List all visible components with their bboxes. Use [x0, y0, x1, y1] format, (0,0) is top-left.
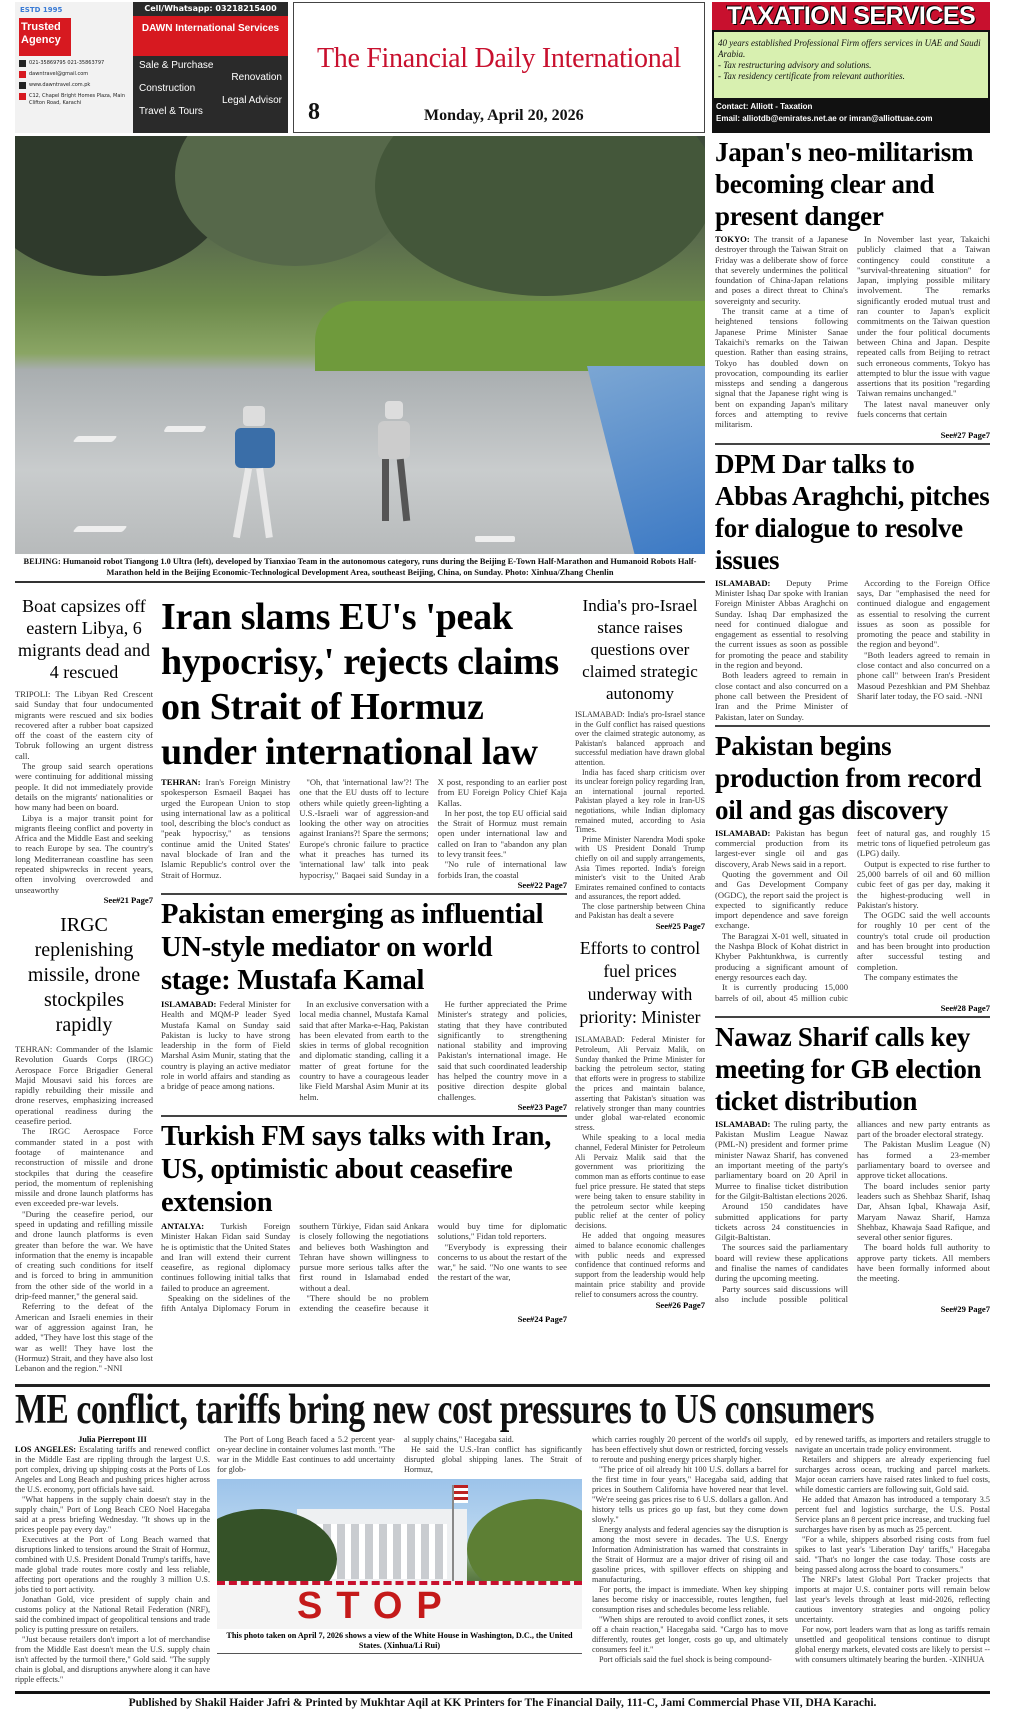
article-body — [161, 777, 567, 880]
paragraph-text: The board includes senior party leaders such as Shehbaz Sharif, Ishaq Dar, Ahsan Iqbal, Khawaja Asif, Maryam Nawaz Sharif, Hamza Shehbaz, Khawaja Saad Rafique, and several other senior figures. — [857, 1180, 990, 1243]
bottom-col-2 — [217, 1435, 395, 1475]
paragraph — [438, 1242, 567, 1283]
paragraph: "The price of oil already hit 100 U.S. dollars a barrel for the first time in four years," Hacegaba said, adding that prices in Southern California have hovered near that level. "We're seeing gas prices rise to 6 U.S. dollars a gallon. And history tells us prices go up fast, but they come down slowly." — [592, 1465, 788, 1525]
ad-trusted-agency: Trusted Agency — [19, 18, 71, 56]
paragraph: Port officials said the fuel shock is being compound- — [599, 1655, 772, 1665]
paragraph: The NRF's latest Global Port Tracker projects that imports at major U.S. container ports will remain below last year's levels through at least mid-2026, reflecting cautious inventory strategies and ongoing policy uncertainty. — [795, 1575, 990, 1625]
paragraph — [161, 999, 290, 1092]
paragraph-text: Prime Minister Narendra Modi spoke with US President Donald Trump chiefly on oil and supply arrangements, Asia Times reported. India's foreign minister's visit to the United Arab Emirates remained confined to contacts and assurances, the report added. — [575, 834, 705, 902]
paragraph-text: Pakistan has begun commercial production from its largest-ever single oil and gas discovery, Arab News said in a report. — [715, 827, 848, 869]
paragraph — [857, 1181, 990, 1243]
ad-service: Construction — [139, 83, 196, 94]
paragraph — [715, 1242, 848, 1283]
continuation: See#29 Page7 — [940, 1304, 990, 1315]
ad-line: - Tax restructuring advisory and solutions. — [718, 60, 872, 70]
issue-date: Monday, April 20, 2026 — [424, 107, 584, 124]
paragraph-text: The Pakistan Muslim League (N) has formed a 23-member parliamentary board to oversee and approve ticket allocations. — [857, 1139, 990, 1181]
byline: Julia Pierrepont III — [78, 1435, 147, 1445]
paragraph-text: Deputy Prime Minister Ishaq Dar spoke with Iranian Foreign Minister Abbas Araghchi on Sunday. Ishaq Dar emphasized the need for continued dialogue and engagement as essential to resolving the current issues as soon as possible for promoting the peace and stability in the region and beyond. — [715, 577, 848, 671]
stop-sign-text: STOP — [297, 1585, 456, 1628]
paragraph: Retailers and shippers are already experiencing fuel surcharges across ocean, trucking and parcel markets. Major ocean carriers have raised rates linked to fuel costs, while domestic carriers are following suit, Gold said. — [795, 1455, 990, 1495]
dateline: TRIPOLI: — [15, 689, 51, 699]
paragraph-text: The group said search operations were continuing for additional missing people. It did not immediately provide details on the migrants' nationalities or how many had been on board. — [15, 761, 153, 813]
advert-dawn-international — [15, 2, 288, 133]
paragraph-text: India's pro-Israel stance in the Gulf conflict has raised questions over the claimed strategic autonomy, as Pakistan's balanced approach and successful mediation have drawn global attention. — [575, 710, 706, 767]
lower-columns — [15, 595, 705, 1376]
paragraph — [715, 869, 848, 931]
paragraph-text: The company estimates the — [864, 971, 958, 982]
article-body — [715, 1119, 990, 1304]
continuation: See#24 Page7 — [517, 1313, 567, 1324]
paragraph-text: "Both leaders agreed to remain in close contact and also concurred on a phone call" between Iran's President Masoud Pezeshkian and PM Shehbaz Sharif later today, the FO said. -NNI — [857, 649, 990, 701]
bottom-article — [15, 1384, 990, 1685]
paragraph — [857, 1242, 990, 1283]
page-number: 8 — [308, 99, 320, 125]
paragraph-text: The IRGC Aerospace Force commander stated in a post with footage of maintenance and reconstruction of missile and drone stockpiles that during the ceasefire period, the momentum of replenishing missile and drone launch platforms has even exceeded pre-war levels. — [15, 1126, 153, 1209]
article-iran-eu — [161, 595, 567, 890]
article-body — [715, 578, 990, 722]
paragraph — [15, 1044, 153, 1126]
paragraph-text: "No rule of international law forbids Iran, the coastal — [437, 859, 567, 880]
article-body — [715, 234, 990, 430]
upper-section — [15, 136, 990, 1376]
paragraph-text: He further appreciated the Prime Minister's strategy and policies, stating that they have contributed significantly to strengthening national stability and improving Pakistan's international image. He said that such coordinated leadership has helped the country move in a positive direction despite global challenges. — [437, 998, 567, 1102]
ad-service: Renovation — [231, 71, 282, 83]
article-body — [715, 828, 990, 1003]
ad-line: 40 years established Professional Firm offers services in UAE and Saudi Arabia. — [718, 38, 981, 59]
dateline: ISLAMABAD: — [715, 827, 771, 838]
headline: DPM Dar talks to Abbas Araghchi, pitches for dialogue to resolve issues — [715, 448, 990, 575]
email-icon-line: dawntravel@gmail.com — [19, 71, 129, 78]
ad-line: - Tax residency certificate from relevant authorities. — [718, 71, 905, 81]
continuation: See#28 Page7 — [940, 1002, 990, 1013]
paragraph-text: Commander of the Islamic Revolution Guards Corps (IRGC) Aerospace Force Brigadier General Majid Mousavi said his forces are rapidly rebuilding their missile and drone reserves, emphasizing increased operational readiness during the ceasefire period. — [15, 1043, 153, 1127]
article-japan — [715, 136, 990, 440]
paragraph-text: The sources said the parliamentary board will review these applications and finalise the names of candidates during the upcoming meeting. — [715, 1242, 848, 1284]
middle-column — [161, 595, 567, 1327]
dateline: TOKYO: — [715, 234, 750, 244]
continuation: See#27 Page7 — [940, 429, 990, 440]
paragraph — [438, 859, 567, 880]
dateline: ISLAMABAD: — [715, 1118, 771, 1129]
ad-service: Legal Advisor — [221, 94, 282, 106]
paragraph-text: Libya is a major transit point for migrants fleeing conflict and poverty in Africa and the Middle East and seeking to reach Europe by sea. The country's long Mediterranean coastline has seen repeated shipwrecks in recent years, often involving overcrowded and unseaworthy — [15, 812, 153, 895]
continuation: See#23 Page7 — [517, 1101, 567, 1112]
paragraph-text: It is currently producing 15,000 barrels of oil, about 45 million cubic feet of natural gas, and roughly 15 metric tons of liquefied petroleum gas (LPG) daily. — [715, 827, 990, 1003]
bottom-col-5 — [795, 1435, 990, 1665]
white-house-photo — [217, 1479, 582, 1654]
paragraph — [857, 234, 990, 399]
paragraph-text: The latest naval maneuver only fuels concerns that certain — [857, 398, 990, 420]
paragraph — [575, 1231, 705, 1300]
left-block — [15, 136, 705, 1376]
phone-icon-line: 021-35869795 021-35863797 — [19, 60, 129, 67]
headline: IRGC replenishing missile, drone stockpiles rapidly — [27, 913, 141, 1036]
ad-contacts — [19, 60, 129, 111]
article-body — [15, 1044, 153, 1374]
paragraph-text: The transit of a Japanese destroyer through the Taiwan Strait on Friday was a deliberate show of force that severely undermines the political foundation of China-Japan relations and poses a direct threat to China's sovereignty and security. — [715, 234, 848, 306]
newspaper-name: The Financial Daily International — [316, 43, 682, 74]
paragraph — [857, 859, 990, 910]
paragraph-text: The Baragzai X-01 well, situated in the Nashpa Block of Kohat district in Khyber Pakhtunkhwa, is currently producing a significant amount of energy resources each day. — [715, 930, 848, 982]
paragraph — [715, 234, 848, 306]
dateline: ISLAMABAD: — [715, 577, 771, 588]
continuation: See#26 Page7 — [655, 1299, 705, 1310]
page-header — [0, 0, 1027, 136]
article-body — [575, 710, 705, 921]
paragraph-text: "Everybody is expressing their concerns to us about the restart of the war," he said. "No one wants to see the restart of the war, — [437, 1241, 567, 1283]
paragraph-text: He added that ongoing measures aimed to balance economic challenges with public needs and expressed confidence that continued reforms and support from the leadership would help maintain price stability and provide relief to consumers across the country. — [575, 1231, 705, 1299]
paragraph: "When ships are rerouted to avoid conflict zones, it sets off a chain reaction," Hacegaba said. "Cargo has to move differently, routes get longer, costs go up, and ultimately consumers feel it." — [592, 1615, 788, 1655]
paragraph: ed by renewed tariffs, as importers and retailers struggle to navigate an uncertain trade policy environment. — [795, 1435, 990, 1455]
paragraph: Jonathan Gold, vice president of supply chain and customs policy at the National Retail Federation (NRF), said the combined impact of geopolitical tensions and trade policy is putting pressure on retailers. — [15, 1595, 210, 1635]
photo-caption: BEIJING: Humanoid robot Tiangong 1.0 Ultra (left), developed by Tianxiao Team in the autonomous category, runs during the Beijing E-Town Half-Marathon and Humanoid Robots Half-Marathon held in the Beijing Economic-Technological Development Area, southeast Beijing, China, on Sunday. Photo: Xinhua/Zhang Chenlin — [15, 554, 705, 583]
paragraph: "What happens in the supply chain doesn't stay in the supply chain," Port of Long Beach CEO Noel Hacegaba said at a press briefing Wednesday. "It shows up in the prices people pay every day." — [15, 1495, 210, 1535]
paragraph-text: Quoting the government and Oil and Gas Development Company (OGDC), the report said the project is expected to significantly reduce import dependence and save foreign exchange. — [715, 868, 848, 931]
dateline: ISLAMABAD: — [161, 998, 217, 1009]
ad-service: Travel & Tours — [139, 106, 203, 117]
paragraph: He said the U.S.-Iran conflict has significantly disrupted global shipping lanes. The Strait of Hormuz, — [404, 1445, 582, 1475]
paragraph-text: The OGDC said the well accounts for roughly 10 per cent of the country's total crude oil production and has been brought into production after successful testing and completion. — [857, 910, 990, 972]
paragraph — [857, 1139, 990, 1180]
paragraph: For now, port leaders warn that as long as tariffs remain unsettled and geopolitical tensions continue to disrupt global energy markets, elevated costs are likely to persist -- with consumers ultimately bearing the burden. -XINHUA — [795, 1625, 990, 1665]
paragraph — [15, 813, 153, 895]
paragraph-text: "During the ceasefire period, our speed in updating and refilling missile and drone launch platforms is even greater than before the war. We have information that the enemy is incapable of creating such conditions for itself and is forced to bring in ammunition from the other side of the world in a drip-feed manner," the general said. — [15, 1208, 153, 1302]
paragraph-text: The board holds full authority to approve party tickets. All members have been formally informed about the meeting. — [857, 1242, 990, 1284]
article-fuel-prices — [575, 937, 705, 1310]
paragraph — [15, 1126, 153, 1208]
paragraph — [575, 902, 705, 921]
imprint-footer: Published by Shakil Haider Jafri & Printed by Mukhtar Aqil at KK Printers for The Financial Daily, 111-C, Jami Commercial Phase VII, DHA Karachi. — [15, 1691, 990, 1709]
headline: Pakistan emerging as influential UN-style mediator on world stage: Mustafa Kamal — [161, 898, 544, 996]
paragraph-text: India has faced sharp criticism over its unclear foreign policy regarding Iran, an international journal reported. Pakistan played a key role in Iran-US negotiations, while Indian diplomacy remained muted, according to Asia Times. — [575, 767, 705, 835]
ad-service: Sale & Purchase — [139, 60, 214, 71]
paragraph: Escalating tariffs and renewed conflict in the Middle East are rippling through the largest U.S. port complex, driving up shipping costs at the Ports of Los Angeles and Long Beach and pushing prices higher across the U.S. economy, port officials have said. — [15, 1445, 211, 1495]
paragraph — [715, 1119, 848, 1201]
masthead — [293, 2, 705, 133]
paragraph — [857, 972, 990, 982]
paragraph — [575, 835, 705, 902]
ad-contact-name: Contact: Alliott - Taxation — [716, 102, 813, 111]
article-oil-gas-discovery — [715, 730, 990, 1013]
article-india-stance — [575, 595, 705, 931]
article-body — [575, 1035, 705, 1300]
article-turkish-fm — [161, 1120, 567, 1324]
advert-taxation-services — [712, 2, 990, 133]
paragraph — [715, 828, 848, 869]
ad-cell: Cell/Whatsapp: 03218215400 — [133, 2, 288, 16]
ad-body — [714, 32, 988, 98]
bottom-middle — [217, 1435, 582, 1654]
dateline: TEHRAN: — [161, 777, 201, 787]
headline: Iran slams EU's 'peak hypocrisy,' rejects claims on Strait of Hormuz under international law — [161, 596, 559, 773]
paragraph — [575, 768, 705, 835]
headline: Efforts to control fuel prices underway with priority: Minister — [579, 938, 701, 1028]
dateline: LOS ANGELES: — [15, 1445, 76, 1455]
paragraph-text: Around 150 candidates have submitted applications for party tickets across 24 constituencies in Gilgit-Baltistan. — [715, 1201, 848, 1243]
paragraph — [857, 399, 990, 420]
india-column — [575, 595, 705, 1313]
ad-email: Email: alliotdb@emirates.net.ae or imran@alliottuae.com — [716, 114, 933, 123]
ad-contact — [712, 98, 990, 128]
paragraph — [15, 761, 153, 812]
left-column — [15, 595, 153, 1376]
paragraph-text: The close partnership between China and Pakistan has dealt a severe — [575, 901, 705, 921]
paragraph — [857, 650, 990, 701]
paragraph: He added that Amazon has introduced a temporary 3.5 percent fuel and logistics surcharge, the U.S. Postal Service plans an 8 percent price increase, and trucking fuel surcharges have risen by as much as 25 percent. — [795, 1495, 990, 1535]
paragraph-text: "Oh, that 'international law'?! The one that the EU dusts off to lecture others while quietly green-lighting a U.S.-Israeli war of aggression-and looking the other way on atrocities against Iranians?! Spare the sermons; Europe's chronic failure to practice what it preaches has turned its 'international law' talk into peak hypocrisy," Baqaei said Sunday in a X post, responding to an earlier post from EU Foreign Policy Chief Kaja Kallas. — [299, 777, 567, 880]
headline: Turkish FM says talks with Iran, US, optimistic about ceasefire extension — [161, 1120, 552, 1218]
ad-estd: ESTD 1995 — [20, 6, 63, 14]
article-body — [15, 689, 153, 895]
headline: Boat capsizes off eastern Libya, 6 migrants dead and 4 rescued — [18, 596, 150, 682]
dateline: ANTALYA: — [161, 1220, 205, 1231]
paragraph — [715, 670, 848, 721]
paragraph: Energy analysts and federal agencies say the disruption is among the most severe in decades. The U.S. Energy Information Administration has warned that constraints in the Strait of Hormuz are a major driver of rising oil and gasoline prices, with spillover effects on shipping and manufacturing. — [592, 1525, 788, 1585]
paragraph: "Just because retailers don't import a lot of merchandise from the Middle East doesn't mean the U.S. supply chain isn't affected by the turmoil there," Gold said. "The supply chain is global, and disruptions anywhere along it can have ripple effects." — [15, 1635, 210, 1685]
ad-company: DAWN International Services — [133, 16, 288, 56]
ad-services — [139, 60, 282, 118]
paragraph-text: Output is expected to rise further to 25,000 barrels of oil and 60 million cubic feet of gas per day, making it the highest-producing well in Pakistan's history. — [857, 858, 990, 910]
paragraph — [15, 689, 153, 761]
article-irgc — [15, 913, 153, 1374]
paragraph — [715, 306, 848, 430]
dateline: TEHRAN: — [15, 1043, 53, 1054]
bottom-columns — [15, 1435, 990, 1685]
paragraph — [438, 999, 567, 1102]
photo-caption: This photo taken on April 7, 2026 shows a view of the White House in Washington, D.C., the United States. (Xinhua/Li Rui) — [217, 1629, 582, 1654]
paragraph: Executives at the Port of Long Beach warned that disruptions linked to tensions around the Strait of Hormuz, combined with U.S. President Donald Trump's tariffs, have made global trade routes more costly and less reliable, affecting port operations and the roughly 3 million U.S. jobs tied to port activity. — [15, 1535, 210, 1595]
paragraph — [161, 1221, 290, 1293]
bottom-col-1 — [15, 1435, 210, 1685]
paragraph-text: The ruling party, the Pakistan Muslim League Nawaz (PML-N) president and former prime minister Nawaz Sharif, has convened an important meeting of the party's parliamentary board on 20 April in Murree to finalise ticket distribution for the Gilgit-Baltistan elections 2026. — [715, 1118, 848, 1201]
article-body — [161, 1221, 567, 1314]
continuation: See#25 Page7 — [655, 921, 705, 932]
paragraph — [438, 808, 567, 859]
paragraph-text: In her post, the top EU official said the Strait of Hormuz must remain open under international law and called on Iran to "abandon any plan to levy transit fees." — [437, 807, 567, 860]
paragraph — [575, 1035, 705, 1133]
location-icon-line: C12, Chapel Bright Homes Plaza, Main Clifton Road, Karachi — [19, 93, 129, 107]
paragraph — [715, 931, 848, 982]
paragraph — [299, 999, 428, 1102]
article-body — [161, 999, 567, 1102]
headline: Nawaz Sharif calls key meeting for GB election ticket distribution — [715, 1021, 982, 1116]
headline: India's pro-Israel stance raises questions over claimed strategic autonomy — [582, 596, 698, 703]
paragraph-text: In November last year, Takaichi publicly claimed that a Taiwan contingency could constitute a "survival-threatening situation" for Japan, implying possible military involvement. The remarks significantly eroded mutual trust and ran counter to Japan's explicit commitments on the Taiwan question under the four political documents between China and Japan. Despite repeated calls from Beijing to retract such erroneous comments, Tokyo has attempted to blur the issue with vague assertions that its position "regarding Taiwan remains unchanged." — [857, 234, 990, 399]
paragraph: al supply chains," Hacegaba said. — [404, 1435, 514, 1445]
paragraph-text: According to the Foreign Office says, Dar "emphasised the need for continued dialogue and engagement as essential to resolving the current issues as soon as possible for promoting the peace and stability in the region and beyond". — [857, 577, 990, 650]
paragraph-text: Both leaders agreed to remain in close contact and also concurred on a phone call between the President of Iran and the Prime Minister of Pakistan, later on Sunday. — [715, 670, 848, 722]
right-column — [715, 136, 990, 1317]
humanoid-robot-marathon-photo — [15, 136, 705, 554]
paragraph — [857, 910, 990, 972]
bottom-col-4 — [592, 1435, 788, 1665]
ad-title: TAXATION SERVICES — [712, 2, 990, 30]
bottom-headline: ME conflict, tariffs bring new cost pressures to US consumers — [15, 1387, 875, 1434]
article-nawaz-sharif — [715, 1021, 990, 1314]
dateline: ISLAMABAD: — [575, 710, 625, 719]
paragraph-text: Iran's Foreign Ministry spokesperson Esmaeil Baqaei has urged the European Union to stop using international law as a political tool, describing the bloc's conduct as "peak hypocrisy," as tensions continue amid the United States' naval blockade of Iran and the Islamic Republic's control over the Strait of Hormuz. — [161, 777, 291, 880]
paragraph-text: Turkish Foreign Minister Hakan Fidan said Sunday he is optimistic that the United States and Iran will extend their current ceasefire, as regional diplomacy continues following initial talks that failed to produce an agreement. — [161, 1220, 291, 1293]
continuation: See#21 Page7 — [103, 894, 153, 905]
headline: Japan's neo-militarism becoming clear and present danger — [715, 137, 974, 231]
paragraph — [15, 1209, 153, 1302]
paragraph-text: In an exclusive conversation with a local media channel, Mustafa Kamal said that after Marka-e-Haq, Pakistan has been elevated from earth to the skies in terms of global recognition and diplomatic standing, calling it a matter of great fortune for the country to have a courageous leader like Field Marshal Asim Munir at its helm. — [299, 998, 429, 1102]
headline: Pakistan begins production from record oil and gas discovery — [715, 730, 982, 825]
paragraph-text: Speaking on the sidelines of the fifth Antalya Diplomacy Forum in southern Türkiye, Fidan said Ankara is closely following the negotiations and believes both Washington and Tehran have shown willingness to pursue more serious talks after the first round in Islamabad ended without a deal. — [161, 1220, 429, 1314]
paragraph-text: Federal Minister for Petroleum, Ali Pervaiz Malik, on Sunday thanked the Prime Minister for backing the petroleum sector, stating that efforts were in progress to stabilize the prices and maintain balance, asserting that Pakistan's situation was relatively stronger than many countries under global war-related economic stress. — [575, 1035, 705, 1133]
paragraph: The Port of Long Beach faced a 5.2 percent year-on-year decline in container volumes last month. "The war in the Middle East continues to add uncertainty for glob- — [217, 1435, 395, 1475]
paragraph-text: While speaking to a local media channel, Federal Minister for Petroleum Ali Pervaiz Malik said that the government was prioritizing the common man as efforts continue to ease fuel price pressure. He stated that steps were being taken to ensure stability in the petroleum sector while keeping public relief at the center of policy decisions. — [575, 1133, 705, 1231]
paragraph — [15, 1301, 153, 1373]
paragraph-text: Referring to the defeat of the American and Israeli enemies in their war of aggression against Iran, he added, "They have lost this stage of the war as well! They have lost the (Hormuz) Strait, and they have also lost Lebanon and the region." -NNI — [15, 1301, 153, 1374]
paragraph: which carries roughly 20 percent of the world's oil supply, has been effectively shut down or restricted, forcing vessels to reroute and pushing energy prices sharply higher. — [592, 1435, 788, 1465]
web-icon-line: www.dawntravel.com.pk — [19, 82, 129, 89]
paragraph-text: The transit came at a time of heightened tensions following Japanese Prime Minister Sanae Takaichi's remarks on the Taiwan question. Rather than easing strains, Tokyo has doubled down on provocation, compounding its earlier missteps and sending a dangerous signal that the Japanese right wing is bent on expanding Japan's military forces and attempting to revive militarism. — [715, 306, 848, 430]
paragraph — [575, 710, 705, 768]
paragraph — [857, 578, 990, 650]
paragraph: "For a while, shippers absorbed rising costs from fuel spikes to last year's 'Liberation Day' tariffs," Hacegaba said. "That's no longer the case today. Those costs are being passed along across the board to consumers." — [795, 1535, 990, 1575]
article-mustafa-kamal — [161, 898, 567, 1112]
continuation: See#22 Page7 — [517, 879, 567, 890]
paragraph — [715, 1201, 848, 1242]
paragraph-text: Federal Minister for Health and MQM-P leader Syed Mustafa Kamal on Sunday said Pakistan is lucky to have strong leadership in the form of Field Marshal Asim Munir, stating that the country is playing an active mediator role in world affairs and standing as a bridge of peace among nations. — [161, 998, 291, 1092]
paragraph — [575, 1133, 705, 1231]
paragraph-text: The Libyan Red Crescent said Sunday that four undocumented migrants were rescued and six bodies recovered after a rubber boat capsized off the coast of the eastern city of Tobruk following an urgent distress call. — [15, 689, 153, 761]
paragraph — [161, 777, 290, 880]
article-libya-boat — [15, 595, 153, 905]
article-dpm-dar — [715, 448, 990, 722]
paragraph-text: Party sources said discussions will also include possible political alliances and new party entrants as part of the broader electoral strategy. — [715, 1118, 990, 1304]
paragraph-text: "There should be no problem extending the ceasefire because it would buy time for diplomatic solutions," Fidan told reporters. — [299, 1220, 567, 1314]
paragraph — [715, 578, 848, 671]
bottom-col-3 — [404, 1435, 582, 1475]
dateline: ISLAMABAD: — [575, 1035, 625, 1045]
paragraph: For ports, the impact is immediate. When key shipping lanes become risky or inaccessible, routes lengthen, fuel consumption rises and schedules become less reliable. — [592, 1585, 788, 1615]
